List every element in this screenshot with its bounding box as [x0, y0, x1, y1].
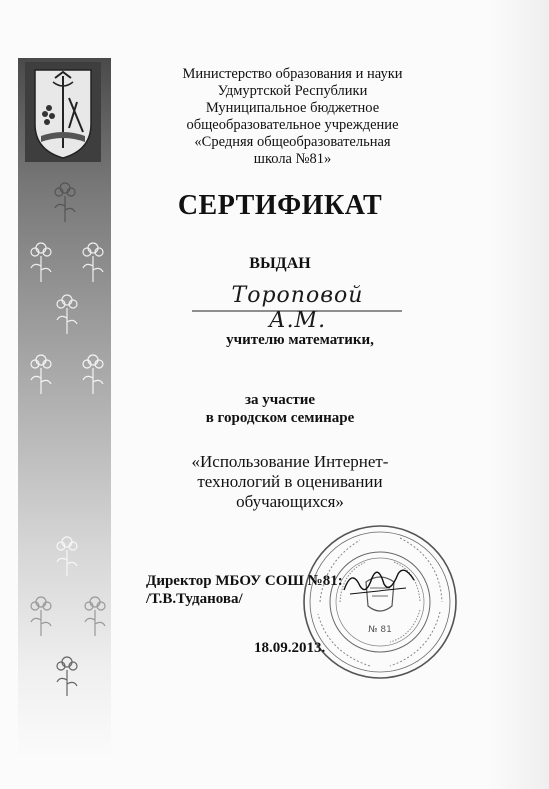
- topic-line: технологий в оценивании: [197, 472, 383, 491]
- director-name: /Т.В.Туданова/: [146, 591, 243, 607]
- participation-text: [150, 391, 410, 427]
- header-line: Министерство образования и науки: [182, 66, 403, 82]
- official-stamp-icon: [300, 522, 460, 682]
- header-line: Удмуртской Республики: [217, 83, 368, 99]
- flower-ornament-icon: [80, 592, 110, 640]
- flower-ornament-icon: [52, 652, 82, 700]
- topic-line: обучающихся»: [236, 492, 344, 511]
- flower-ornament-icon: [78, 238, 108, 286]
- certificate-title: СЕРТИФИКАТ: [177, 190, 383, 221]
- recipient-role: учителю математики,: [226, 332, 374, 348]
- organization-header: [150, 66, 435, 168]
- paper-shadow-edge: [489, 0, 549, 789]
- director-title: Директор МБОУ СОШ №81:: [146, 573, 343, 589]
- flower-ornament-icon: [50, 178, 80, 226]
- header-line: «Средняя общеобразовательная: [194, 134, 391, 150]
- header-line: Муниципальное бюджетное: [205, 100, 380, 116]
- emblem-icon: [25, 62, 101, 162]
- flower-ornament-icon: [26, 350, 56, 398]
- flower-ornament-icon: [78, 350, 108, 398]
- director-signature-mark: [340, 560, 420, 600]
- issued-label: ВЫДАН: [249, 255, 311, 272]
- flower-ornament-icon: [26, 592, 56, 640]
- header-line: общеобразовательное учреждение: [186, 117, 399, 133]
- flower-ornament-icon: [52, 532, 82, 580]
- flower-ornament-icon: [52, 290, 82, 338]
- flower-ornament-icon: [26, 238, 56, 286]
- issue-date: 18.09.2013.: [254, 640, 326, 656]
- header-line: школа №81»: [253, 151, 332, 167]
- participation-line: в городском семинаре: [205, 410, 355, 426]
- participation-line: за участие: [244, 392, 316, 408]
- seminar-topic: [160, 452, 420, 512]
- topic-line: «Использование Интернет-: [191, 452, 389, 471]
- stamp-number: № 81: [368, 625, 392, 635]
- recipient-handwritten-name: Тороповой А.М.: [231, 283, 364, 333]
